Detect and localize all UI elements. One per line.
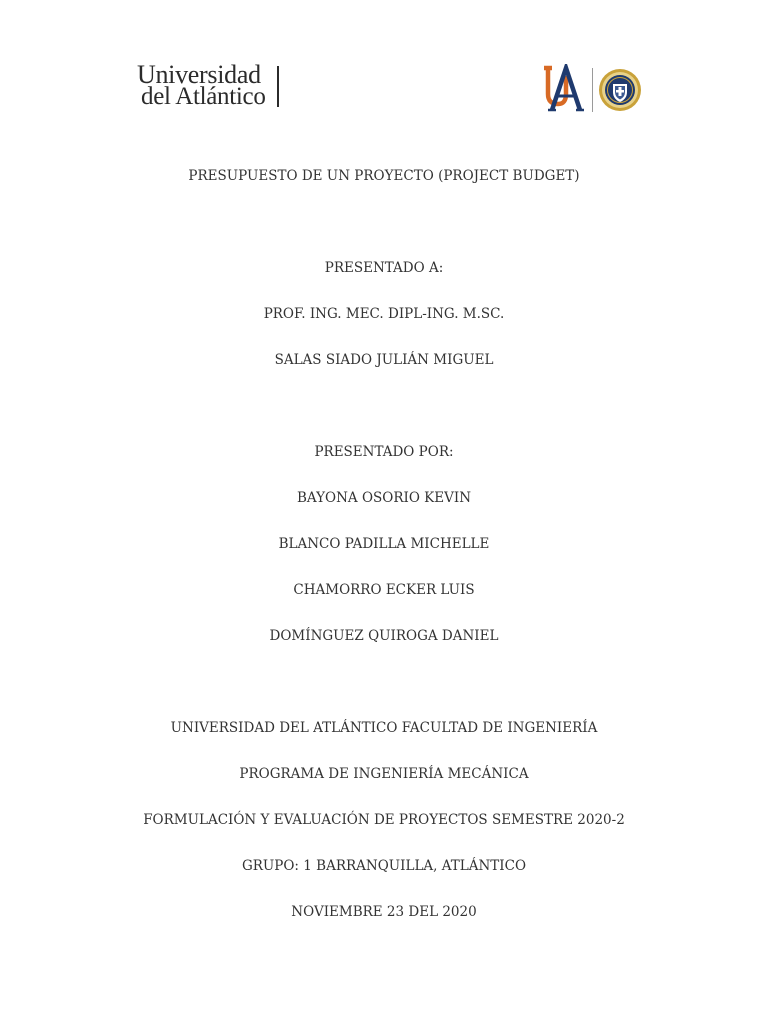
author-name: DOMÍNGUEZ QUIROGA DANIEL <box>269 628 499 644</box>
professor-name: SALAS SIADO JULIÁN MIGUEL <box>274 352 494 368</box>
author-name: BLANCO PADILLA MICHELLE <box>278 536 490 552</box>
author-name: BAYONA OSORIO KEVIN <box>296 490 472 506</box>
author-name: CHAMORRO ECKER LUIS <box>293 582 475 598</box>
course-line: FORMULACIÓN Y EVALUACIÓN DE PROYECTOS SEMESTRE 2020-2 <box>143 812 625 828</box>
logo-divider <box>277 66 279 107</box>
university-wordmark-logo <box>137 62 287 110</box>
presented-by-label: PRESENTADO POR: <box>314 444 454 460</box>
program-line: PROGRAMA DE INGENIERÍA MECÁNICA <box>239 766 529 782</box>
document-title: PRESUPUESTO DE UN PROYECTO (PROJECT BUDGET) <box>188 168 580 184</box>
professor-title: PROF. ING. MEC. DIPL-ING. M.SC. <box>263 306 505 322</box>
logo-line-1: Universidad <box>137 60 261 89</box>
logo-line-2: del Atlántico <box>141 83 266 110</box>
university-seal-icon <box>598 68 642 112</box>
institution-line: UNIVERSIDAD DEL ATLÁNTICO FACULTAD DE INGENIERÍA <box>170 720 598 736</box>
ua-monogram-icon <box>540 64 584 114</box>
faculty-logos <box>540 64 644 116</box>
logo-separator <box>592 68 593 112</box>
date-line: NOVIEMBRE 23 DEL 2020 <box>291 904 477 920</box>
presented-to-label: PRESENTADO A: <box>324 260 444 276</box>
group-line: GRUPO: 1 BARRANQUILLA, ATLÁNTICO <box>241 858 527 874</box>
